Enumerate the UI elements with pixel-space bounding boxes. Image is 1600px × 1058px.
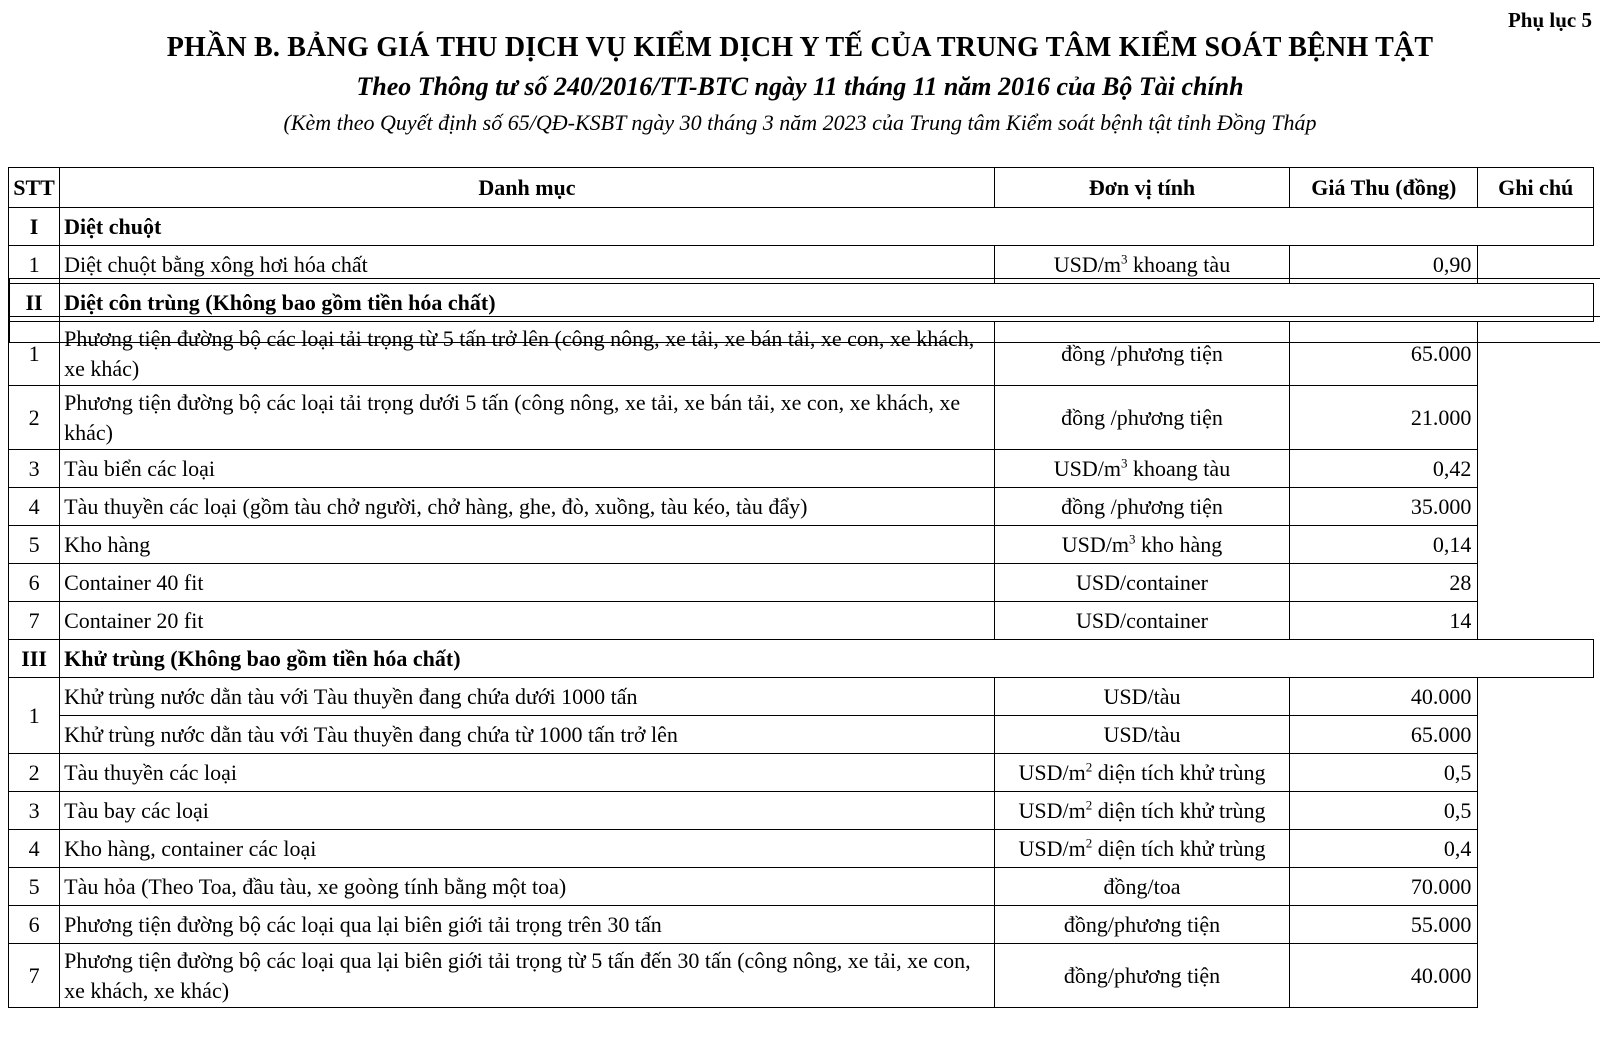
table-row bbox=[9, 488, 1594, 526]
row-number: 1 bbox=[9, 246, 60, 284]
price-cell: 0,4 bbox=[1290, 830, 1478, 868]
unit-text: USD/m bbox=[1053, 251, 1122, 277]
header-note: Ghi chú bbox=[1478, 168, 1594, 208]
unit-cell bbox=[994, 678, 1290, 716]
item-name: Tàu hỏa (Theo Toa, đầu tàu, xe goòng tính bằng một toa) bbox=[60, 868, 995, 906]
note-cell bbox=[9, 278, 1600, 343]
unit-text: đồng/phương tiện bbox=[1063, 962, 1221, 988]
row-number: 3 bbox=[9, 450, 60, 488]
row-number: 3 bbox=[9, 792, 60, 830]
page-title: PHẦN B. BẢNG GIÁ THU DỊCH VỤ KIỂM DỊCH Y TẾ CỦA TRUNG TÂM KIỂM SOÁT BỆNH TẬT bbox=[166, 32, 1434, 63]
item-name: Phương tiện đường bộ các loại qua lại biên giới tải trọng từ 5 tấn đến 30 tấn (công nông, xe tải, xe con, xe khách, xe khác) bbox=[60, 944, 995, 1008]
unit-exponent: 3 bbox=[1129, 531, 1136, 547]
price-cell: 65.000 bbox=[1290, 716, 1478, 754]
unit-text: USD/m bbox=[1053, 455, 1122, 481]
item-name: Khử trùng nước dằn tàu với Tàu thuyền đang chứa từ 1000 tấn trở lên bbox=[60, 716, 995, 754]
unit-suffix: diện tích khử trùng bbox=[1092, 835, 1266, 861]
table-row bbox=[9, 564, 1594, 602]
table-row bbox=[9, 678, 1594, 716]
table-header-row bbox=[9, 168, 1594, 208]
unit-cell bbox=[994, 488, 1290, 526]
price-cell: 0,42 bbox=[1290, 450, 1478, 488]
table-row bbox=[9, 386, 1594, 450]
header-name: Danh mục bbox=[60, 168, 995, 208]
item-name: Diệt chuột bằng xông hơi hóa chất bbox=[60, 246, 995, 284]
section-title: Diệt chuột bbox=[60, 208, 1594, 246]
unit-suffix: khoang tàu bbox=[1127, 455, 1231, 481]
unit-suffix: diện tích khử trùng bbox=[1092, 759, 1266, 785]
price-cell: 0,90 bbox=[1290, 246, 1478, 284]
unit-exponent: 2 bbox=[1085, 835, 1093, 851]
unit-exponent: 2 bbox=[1085, 797, 1093, 813]
header-price: Giá Thu (đồng) bbox=[1290, 168, 1478, 208]
price-cell: 40.000 bbox=[1290, 944, 1478, 1008]
row-number: 7 bbox=[9, 944, 60, 1008]
unit-exponent: 3 bbox=[1121, 455, 1128, 471]
price-table bbox=[8, 167, 1594, 1008]
header-stt: STT bbox=[9, 168, 60, 208]
row-number: 2 bbox=[9, 754, 60, 792]
unit-text: USD/m bbox=[1018, 797, 1086, 823]
unit-text: USD/container bbox=[1076, 569, 1208, 595]
item-name: Kho hàng bbox=[60, 526, 995, 564]
price-cell: 0,5 bbox=[1290, 754, 1478, 792]
table-row bbox=[9, 830, 1594, 868]
unit-cell bbox=[994, 716, 1290, 754]
row-number: 1 bbox=[9, 678, 60, 754]
unit-cell bbox=[994, 906, 1290, 944]
row-number: 4 bbox=[9, 488, 60, 526]
section-number: III bbox=[9, 640, 60, 678]
unit-text: USD/container bbox=[1076, 607, 1208, 633]
unit-cell bbox=[994, 526, 1290, 564]
unit-cell bbox=[994, 792, 1290, 830]
item-name: Phương tiện đường bộ các loại tải trọng từ 5 tấn trở lên (công nông, xe tải, xe bán tải, xe con, xe khách, xe khác) bbox=[60, 322, 995, 386]
unit-text: đồng /phương tiện bbox=[1061, 340, 1223, 366]
page-subtitle: Theo Thông tư số 240/2016/TT-BTC ngày 11 tháng 11 năm 2016 của Bộ Tài chính bbox=[356, 72, 1244, 101]
unit-text: đồng /phương tiện bbox=[1061, 404, 1223, 430]
unit-suffix: kho hàng bbox=[1135, 531, 1223, 557]
table-row bbox=[9, 906, 1594, 944]
item-name: Tàu thuyền các loại (gồm tàu chở người, chở hàng, ghe, đò, xuồng, tàu kéo, tàu đẩy) bbox=[60, 488, 995, 526]
table-row bbox=[9, 450, 1594, 488]
item-name: Tàu thuyền các loại bbox=[60, 754, 995, 792]
section-number: I bbox=[9, 208, 60, 246]
item-name: Container 40 fit bbox=[60, 564, 995, 602]
row-number: 1 bbox=[9, 322, 60, 386]
appendix-label: Phụ lục 5 bbox=[1507, 8, 1592, 32]
table-body bbox=[9, 208, 1594, 1008]
price-cell: 21.000 bbox=[1290, 386, 1478, 450]
row-number: 5 bbox=[9, 868, 60, 906]
table-row bbox=[9, 792, 1594, 830]
unit-cell bbox=[994, 602, 1290, 640]
unit-text: đồng/phương tiện bbox=[1063, 911, 1221, 937]
price-cell: 40.000 bbox=[1290, 678, 1478, 716]
item-name: Khử trùng nước dằn tàu với Tàu thuyền đang chứa dưới 1000 tấn bbox=[60, 678, 995, 716]
unit-suffix: khoang tàu bbox=[1127, 251, 1231, 277]
header-unit: Đơn vị tính bbox=[994, 168, 1290, 208]
unit-cell bbox=[994, 386, 1290, 450]
price-cell: 35.000 bbox=[1290, 488, 1478, 526]
unit-suffix: diện tích khử trùng bbox=[1092, 797, 1266, 823]
table-row bbox=[9, 868, 1594, 906]
section-number: II bbox=[9, 284, 60, 322]
row-number: 6 bbox=[9, 564, 60, 602]
row-number: 5 bbox=[9, 526, 60, 564]
price-cell: 14 bbox=[1290, 602, 1478, 640]
price-cell: 0,14 bbox=[1290, 526, 1478, 564]
unit-text: USD/m bbox=[1018, 835, 1086, 861]
unit-text: USD/m bbox=[1018, 759, 1086, 785]
price-cell: 70.000 bbox=[1290, 868, 1478, 906]
price-cell: 55.000 bbox=[1290, 906, 1478, 944]
unit-cell bbox=[994, 450, 1290, 488]
decision-note: (Kèm theo Quyết định số 65/QĐ-KSBT ngày 30 tháng 3 năm 2023 của Trung tâm Kiểm soát bệnh tật tỉnh Đồng Tháp bbox=[283, 110, 1317, 135]
unit-text: USD/tàu bbox=[1103, 683, 1181, 709]
unit-exponent: 3 bbox=[1121, 251, 1128, 267]
item-name: Phương tiện đường bộ các loại tải trọng dưới 5 tấn (công nông, xe tải, xe bán tải, xe con, xe khách, xe khác) bbox=[60, 386, 995, 450]
table-row bbox=[9, 944, 1594, 1008]
unit-cell bbox=[994, 868, 1290, 906]
price-cell: 65.000 bbox=[1290, 322, 1478, 386]
item-name: Tàu bay các loại bbox=[60, 792, 995, 830]
section-title: Khử trùng (Không bao gồm tiền hóa chất) bbox=[60, 640, 1594, 678]
unit-text: USD/tàu bbox=[1103, 721, 1181, 747]
unit-cell bbox=[994, 564, 1290, 602]
unit-text: đồng /phương tiện bbox=[1061, 493, 1223, 519]
row-number: 7 bbox=[9, 602, 60, 640]
price-cell: 0,5 bbox=[1290, 792, 1478, 830]
table-row bbox=[9, 716, 1594, 754]
unit-cell bbox=[994, 754, 1290, 792]
item-name: Phương tiện đường bộ các loại qua lại biên giới tải trọng trên 30 tấn bbox=[60, 906, 995, 944]
table-row bbox=[9, 754, 1594, 792]
unit-text: đồng/toa bbox=[1103, 873, 1181, 899]
unit-exponent: 2 bbox=[1085, 759, 1093, 775]
section-title: Diệt côn trùng (Không bao gồm tiền hóa chất) bbox=[60, 284, 1594, 322]
item-name: Tàu biển các loại bbox=[60, 450, 995, 488]
price-cell: 28 bbox=[1290, 564, 1478, 602]
unit-text: USD/m bbox=[1061, 531, 1129, 557]
row-number: 2 bbox=[9, 386, 60, 450]
item-name: Container 20 fit bbox=[60, 602, 995, 640]
row-number: 6 bbox=[9, 906, 60, 944]
unit-cell bbox=[994, 944, 1290, 1008]
unit-cell bbox=[994, 830, 1290, 868]
item-name: Kho hàng, container các loại bbox=[60, 830, 995, 868]
row-number: 4 bbox=[9, 830, 60, 868]
section-row bbox=[9, 208, 1594, 246]
table-row bbox=[9, 526, 1594, 564]
section-row bbox=[9, 640, 1594, 678]
table-row bbox=[9, 602, 1594, 640]
